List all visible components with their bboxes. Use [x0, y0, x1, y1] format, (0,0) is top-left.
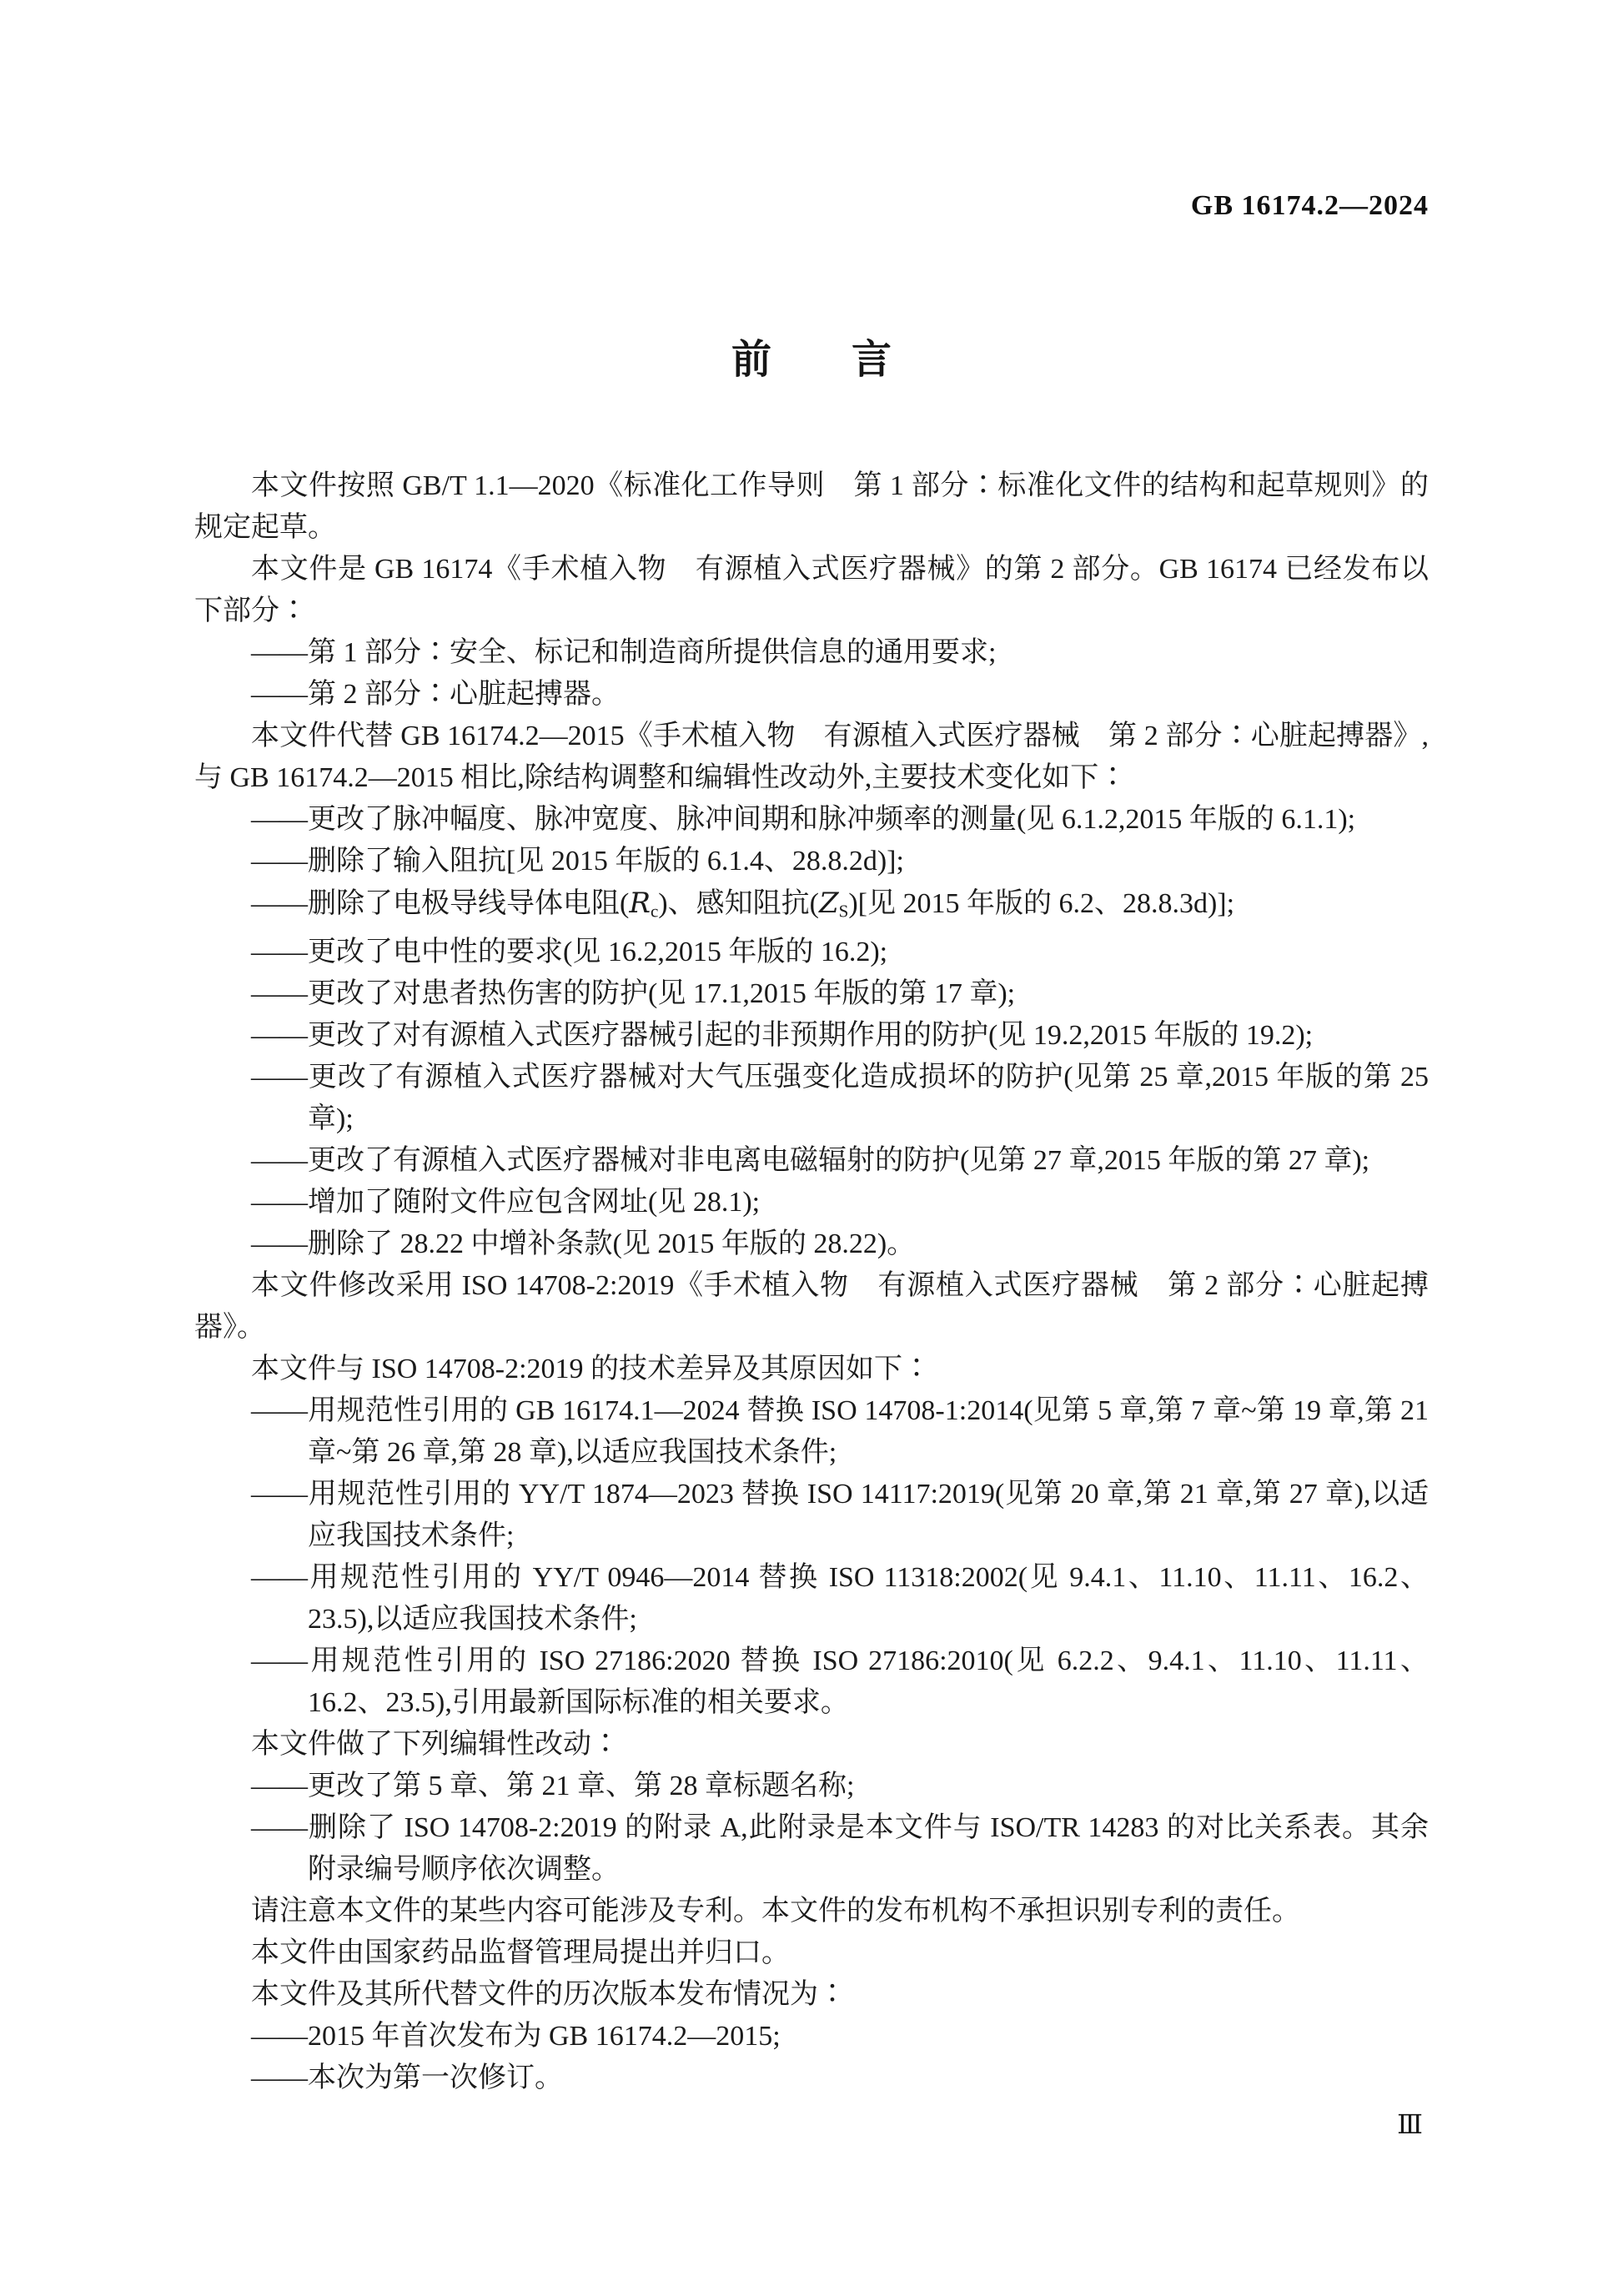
foreword-list-item: ——更改了对有源植入式医疗器械引起的非预期作用的防护(见 19.2,2015 年版的 19.2);	[251, 1020, 1314, 1052]
document-code: GB 16174.2—2024	[1190, 190, 1429, 221]
symbol-variable: R	[629, 887, 651, 920]
foreword-list-item: ——更改了电中性的要求(见 16.2,2015 年版的 16.2);	[251, 937, 888, 968]
foreword-paragraph: 本文件及其所代替文件的历次版本发布情况为∶	[251, 1979, 847, 2011]
foreword-paragraph: 本文件按照 GB/T 1.1—2020《标准化工作导则 第 1 部分∶标准化文件的结构和起草规则》的规定起草。	[194, 470, 1429, 543]
foreword-list-item: ——更改了有源植入式医疗器械对非电离电磁辐射的防护(见第 27 章,2015 年版的第 27 章);	[251, 1145, 1370, 1177]
foreword-list-item: ——用规范性引用的 YY/T 1874—2023 替换 ISO 14117:2019(见第 20 章,第 21 章,第 27 章),以适应我国技术条件;	[251, 1479, 1429, 1552]
foreword-list-item: ——更改了对患者热伤害的防护(见 17.1,2015 年版的第 17 章);	[251, 978, 1016, 1010]
foreword-list-item: ——增加了随附文件应包含网址(见 28.1);	[251, 1187, 761, 1218]
foreword-paragraph: 本文件代替 GB 16174.2—2015《手术植入物 有源植入式医疗器械 第 2 部分∶心脏起搏器》,与 GB 16174.2—2015 相比,除结构调整和编辑性改动外,主要技术变化如下∶	[194, 721, 1429, 793]
foreword-list-item	[194, 882, 1429, 932]
symbol-variable: Z	[818, 887, 839, 920]
foreword-list-item: ——更改了第 5 章、第 21 章、第 28 章标题名称;	[251, 1771, 855, 1802]
symbol-subscript: S	[838, 901, 849, 922]
foreword-body	[194, 465, 1429, 2099]
text-run: )[见 2015 年版的 6.2、28.8.3d)];	[848, 888, 1235, 919]
page-number: Ⅲ	[1397, 2109, 1423, 2139]
foreword-list-item: ——第 1 部分∶安全、标记和制造商所提供信息的通用要求;	[251, 637, 997, 668]
foreword-list-item: ——第 2 部分∶心脏起搏器。	[251, 679, 620, 710]
text-run: )、感知阻抗(	[658, 888, 819, 919]
foreword-list-item: ——2015 年首次发布为 GB 16174.2—2015;	[251, 2021, 781, 2052]
foreword-paragraph: 本文件与 ISO 14708-2:2019 的技术差异及其原因如下∶	[251, 1354, 932, 1385]
foreword-list-item: ——更改了脉冲幅度、脉冲宽度、脉冲间期和脉冲频率的测量(见 6.1.2,2015 年版的 6.1.1);	[251, 804, 1356, 835]
symbol-subscript: c	[650, 901, 659, 922]
foreword-title: 前 言	[731, 338, 892, 382]
foreword-paragraph: 本文件修改采用 ISO 14708-2:2019《手术植入物 有源植入式医疗器械 第 2 部分∶心脏起搏器》。	[194, 1270, 1429, 1344]
foreword-list-item: ——删除了 ISO 14708-2:2019 的附录 A,此附录是本文件与 ISO/TR 14283 的对比关系表。其余附录编号顺序依次调整。	[251, 1812, 1429, 1886]
foreword-list-item: ——本次为第一次修订。	[251, 2062, 563, 2094]
foreword-list-item: ——删除了 28.22 中增补条款(见 2015 年版的 28.22)。	[251, 1228, 916, 1260]
foreword-list-item: ——删除了输入阻抗[见 2015 年版的 6.1.4、28.8.2d)];	[251, 846, 904, 877]
foreword-list-item: ——用规范性引用的 GB 16174.1—2024 替换 ISO 14708-1:2014(见第 5 章,第 7 章~第 19 章,第 21 章~第 26 章,第 28 章),以适应我国技术条件;	[251, 1395, 1429, 1469]
foreword-list-item: ——用规范性引用的 ISO 27186:2020 替换 ISO 27186:2010(见 6.2.2、9.4.1、11.10、11.11、16.2、23.5),引用最新国际标准的相关要求。	[251, 1645, 1429, 1719]
foreword-list-item: ——用规范性引用的 YY/T 0946—2014 替换 ISO 11318:2002(见 9.4.1、11.10、11.11、16.2、23.5),以适应我国技术条件;	[251, 1562, 1429, 1635]
text-run: ——删除了电极导线导体电阻(	[251, 888, 630, 919]
foreword-paragraph: 本文件做了下列编辑性改动∶	[251, 1729, 620, 1761]
foreword-paragraph: 请注意本文件的某些内容可能涉及专利。本文件的发布机构不承担识别专利的责任。	[251, 1896, 1300, 1927]
foreword-list-item: ——更改了有源植入式医疗器械对大气压强变化造成损坏的防护(见第 25 章,2015 年版的第 25 章);	[251, 1062, 1429, 1135]
foreword-paragraph: 本文件由国家药品监督管理局提出并归口。	[251, 1937, 790, 1969]
foreword-paragraph: 本文件是 GB 16174《手术植入物 有源植入式医疗器械》的第 2 部分。GB 16174 已经发布以下部分∶	[194, 554, 1429, 626]
